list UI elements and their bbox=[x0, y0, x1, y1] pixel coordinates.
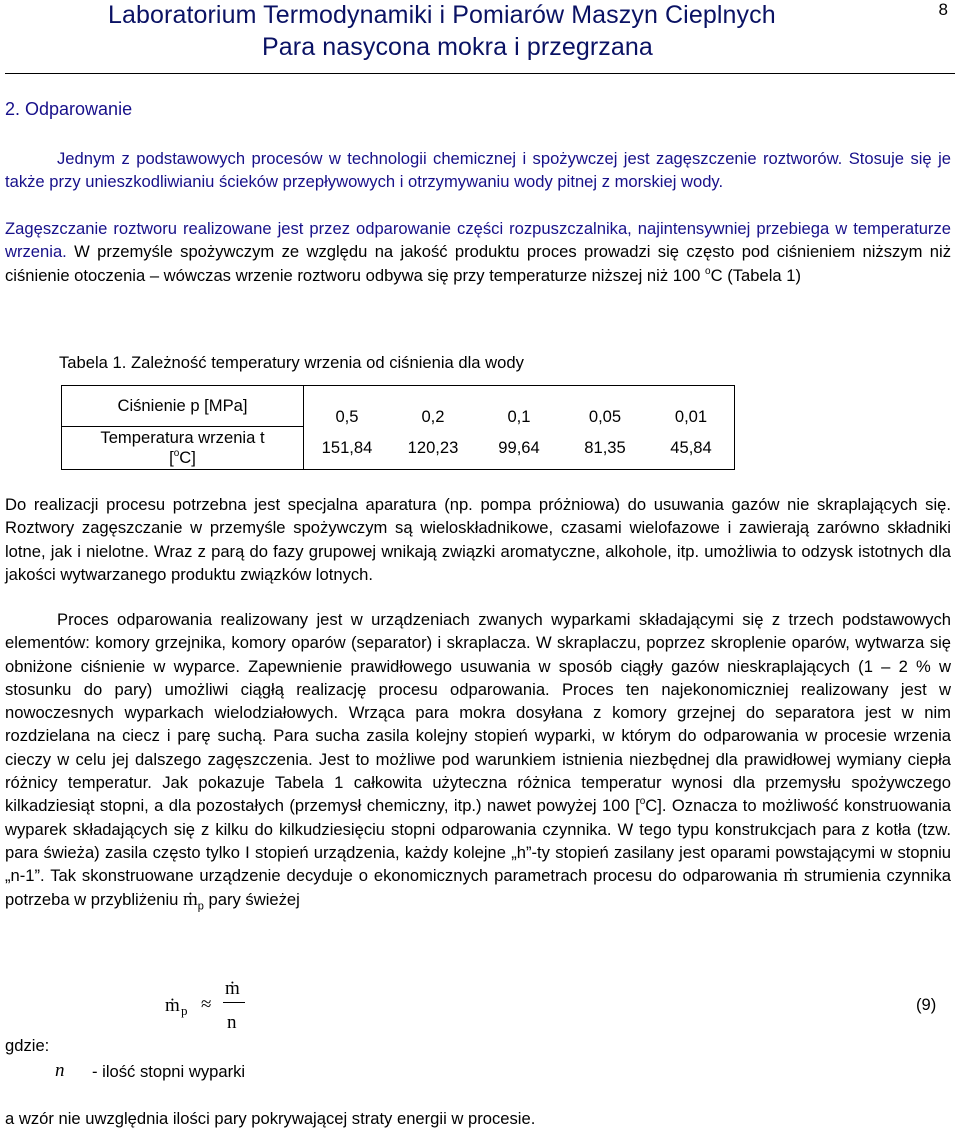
table-row-temperature bbox=[62, 427, 735, 470]
pressure-cell: 0,2 bbox=[390, 386, 476, 427]
header-subtitle: Para nasycona mokra i przegrzana bbox=[262, 33, 653, 61]
closing-sentence: a wzór nie uwzględnia ilości pary pokrywającej straty energii w procesie. bbox=[5, 1109, 536, 1128]
pressure-cell: 0,01 bbox=[648, 386, 735, 427]
temperature-cell: 151,84 bbox=[304, 427, 391, 470]
formula-denominator: n bbox=[227, 1012, 237, 1033]
pressure-cell: 0,5 bbox=[304, 386, 391, 427]
steam-flow-symbol: ṁ bbox=[183, 888, 198, 910]
where-symbol: n bbox=[55, 1060, 65, 1081]
table-row-pressure bbox=[62, 386, 735, 427]
formula-lhs-sub: p bbox=[181, 1003, 188, 1018]
table-caption: Tabela 1. Zależność temperatury wrzenia od ciśnienia dla wody bbox=[59, 353, 524, 372]
section-heading: 2. Odparowanie bbox=[5, 99, 133, 119]
temperature-cell: 120,23 bbox=[390, 427, 476, 470]
intro-text-2-blue: Zagęszczanie roztworu realizowane jest przez odparowanie części rozpuszczalnika, najintensywniej przebiega w temperaturze wrzenia. bbox=[5, 219, 951, 262]
row-label-temperature: Temperatura wrzenia t [$^o$C] bbox=[62, 427, 304, 470]
formula-numerator: ṁ bbox=[225, 978, 240, 999]
intro-text-2: W przemyśle spożywczym ze względu na jakość produktu proces prowadzi się często pod ciśnieniem niższym niż ciśnienie otoczenia – wówczas wrzenie roztworu odbywa się przy temperaturze niższej niż 100 bbox=[5, 242, 951, 285]
boiling-temperature-table bbox=[61, 385, 735, 470]
row-label-pressure: Ciśnienie p [MPa] bbox=[62, 386, 304, 427]
intro-paragraph-2 bbox=[5, 217, 951, 287]
where-description: - ilość stopni wyparki bbox=[92, 1062, 246, 1081]
where-label: gdzie: bbox=[5, 1036, 50, 1055]
pressure-cell: 0,05 bbox=[562, 386, 648, 427]
page-number: 8 bbox=[938, 0, 948, 19]
header-rule bbox=[5, 73, 955, 74]
temperature-cell: 81,35 bbox=[562, 427, 648, 470]
pressure-cell: 0,1 bbox=[476, 386, 562, 427]
body-paragraph-4: Proces odparowania realizowany jest w urządzeniach zwanych wyparkami składającymi się z trzech podstawowych elementów: komory grzejnika, komory oparów (separator) i skraplacza. W skraplaczu, poprzez skroplenie oparów, wytwarza się obniżone ciśnienie w wyparce. Zapewnienie prawidłowego usuwania w sposób ciągły gazów nieskraplających (1 – 2 % w stosunku do pary) umożliwi ciągłą realizację procesu odparowania. Proces ten najekonomiczniej realizowany jest w nowoczesnych wyparkach wielodziałowych. Wrząca para mokra dosyłana z komory grzejnej do separatora jest w nim rozdzielana na ciecz i parę suchą. Para sucha zasila kolejny stopień wyparki, w którym do odparowania w procesie wrzenia cieczy w celu jej dalszego zagęszczenia. Jest to możliwe pod warunkiem istnienia niezbędnej dla prawidłowej wymiany ciepła różnicy temperatur. Jak pokazuje Tabela 1 całkowita użyteczna różnica temperatur wynosi dla przemysłu spożywczego kilkadziesiąt stopni, a dla pozostałych (przemysł chemiczny, itp.) nawet powyżej 100 [$^o$C]. Oznacza to możliwość konstruowania wyparek składających się z kilku do kilkudziesięciu stopni odparowania czynnika. W tego typu konstrukcjach para z kotła (tzw. para świeża) zasila często tylko I stopień urządzenia, każdy kolejne „h”-ty stopień zasilany jest oparami powstającymi w stopniu „n-1”. Tak skonstruowane urządzenie decyduje o ekonomicznych parametrach procesu do odparowania ṁ strumienia czynnika potrzeba w przybliżeniu ṁ$_p$ pary świeżej bbox=[5, 610, 952, 912]
formula-approx: ≈ bbox=[201, 994, 212, 1015]
formula-lhs: ṁ bbox=[165, 995, 180, 1016]
intro-text-1: Jednym z podstawowych procesów w technologii chemicznej i spożywczej jest zagęszczenie roztworów. Stosuje się je także przy unieszkodliwianiu ścieków przepływowych i otrzymywaniu wody pitnej z morskiej wody. bbox=[5, 149, 951, 192]
degree-sup: o bbox=[705, 265, 711, 277]
fraction-bar bbox=[223, 1002, 245, 1003]
mass-flow-symbol: ṁ bbox=[783, 865, 799, 887]
header-title: Laboratorium Termodynamiki i Pomiarów Maszyn Cieplnych bbox=[108, 1, 776, 29]
temperature-cell: 45,84 bbox=[648, 427, 735, 470]
equation-number: (9) bbox=[916, 995, 937, 1014]
intro-text-2-end: C (Tabela 1) bbox=[710, 265, 801, 285]
intro-paragraph-1 bbox=[5, 147, 951, 194]
body-paragraph-3: Do realizacji procesu potrzebna jest specjalna aparatura (np. pompa próżniowa) do usuwania gazów nie skraplających się. Roztwory zagęszczanie w przemyśle spożywczym są wieloskładnikowe, czasami wielofazowe i zawierają zarówno składniki lotne, jak i nielotne. Wraz z parą do fazy grupowej wnikają związki aromatyczne, alkohole, itp. umożliwia to odzysk istotnych dla jakości wytwarzanego produktu związków lotnych. bbox=[5, 495, 951, 584]
temperature-cell: 99,64 bbox=[476, 427, 562, 470]
